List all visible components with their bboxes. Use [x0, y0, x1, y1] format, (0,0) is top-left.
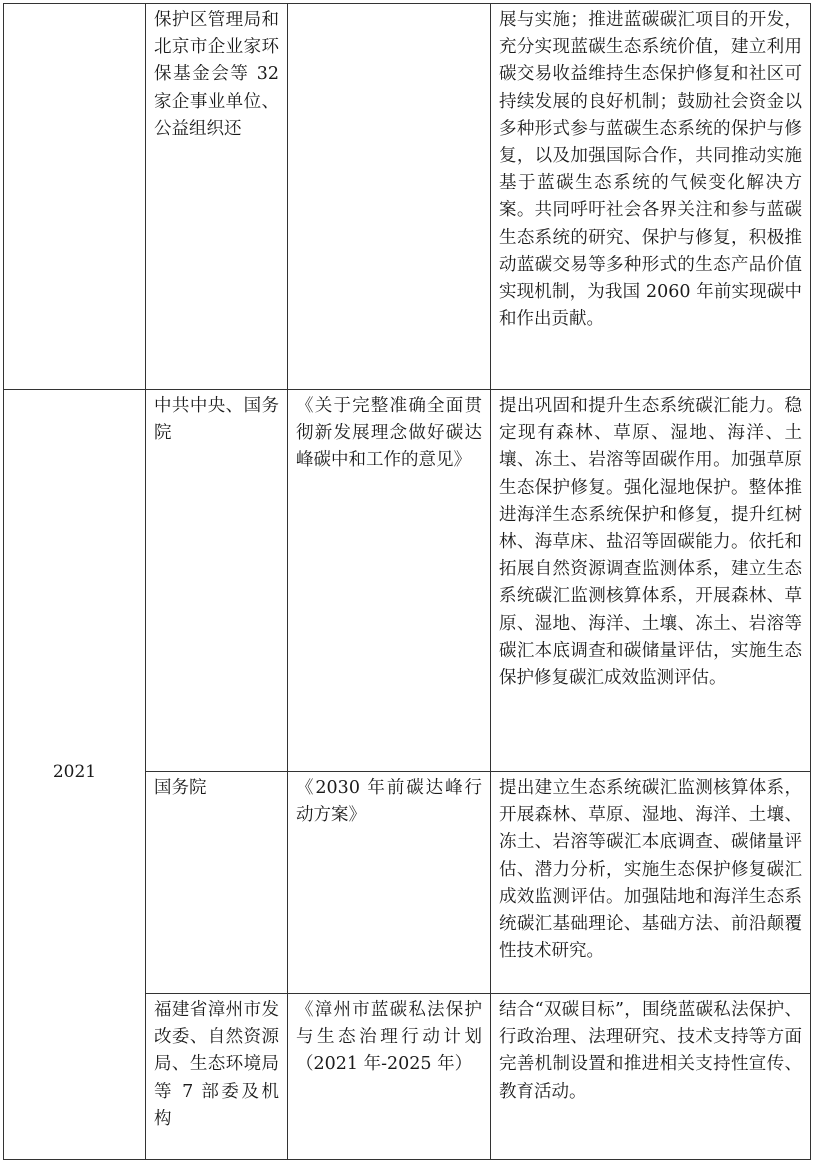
year-cell: 2021 [4, 390, 146, 1160]
department-cell: 中共中央、国务院 [146, 390, 288, 772]
content-cell: 结合“双碳目标”，围绕蓝碳私法保护、行政治理、法理研究、技术支持等方面完善机制设置和推进相关支持性宣传、教育活动。 [491, 994, 811, 1160]
document-cell [288, 4, 491, 390]
content-cell: 展与实施；推进蓝碳碳汇项目的开发，充分实现蓝碳生态系统价值，建立利用碳交易收益维持生态保护修复和社区可持续发展的良好机制；鼓励社会资金以多种形式参与蓝碳生态系统的保护与修复，以及加强国际合作，共同推动实施基于蓝碳生态系统的气候变化解决方案。共同呼吁社会各界关注和参与蓝碳生态系统的研究、保护与修复，积极推动蓝碳交易等多种形式的生态产品价值实现机制，为我国 2060 年前实现碳中和作出贡献。 [491, 4, 811, 390]
policy-table [3, 3, 811, 1160]
document-cell: 《漳州市蓝碳私法保护与生态治理行动计划（2021 年-2025 年） [288, 994, 491, 1160]
department-cell: 保护区管理局和北京市企业家环保基金会等 32 家企事业单位、公益组织还 [146, 4, 288, 390]
table-row [4, 390, 811, 772]
department-cell: 福建省漳州市发改委、自然资源局、生态环境局等 7 部委及机构 [146, 994, 288, 1160]
content-cell: 提出巩固和提升生态系统碳汇能力。稳定现有森林、草原、湿地、海洋、土壤、冻土、岩溶等固碳作用。加强草原生态保护修复。强化湿地保护。整体推进海洋生态系统保护和修复，提升红树林、海草床、盐沼等固碳能力。依托和拓展自然资源调查监测体系，建立生态系统碳汇监测核算体系，开展森林、草原、湿地、海洋、土壤、冻土、岩溶等碳汇本底调查和碳储量评估，实施生态保护修复碳汇成效监测评估。 [491, 390, 811, 772]
table-row [4, 4, 811, 390]
document-cell: 《2030 年前碳达峰行动方案》 [288, 772, 491, 994]
content-cell: 提出建立生态系统碳汇监测核算体系，开展森林、草原、湿地、海洋、土壤、冻土、岩溶等碳汇本底调查、碳储量评估、潜力分析，实施生态保护修复碳汇成效监测评估。加强陆地和海洋生态系统碳汇基础理论、基础方法、前沿颠覆性技术研究。 [491, 772, 811, 994]
document-cell: 《关于完整准确全面贯彻新发展理念做好碳达峰碳中和工作的意见》 [288, 390, 491, 772]
year-cell-empty [4, 4, 146, 390]
department-cell: 国务院 [146, 772, 288, 994]
